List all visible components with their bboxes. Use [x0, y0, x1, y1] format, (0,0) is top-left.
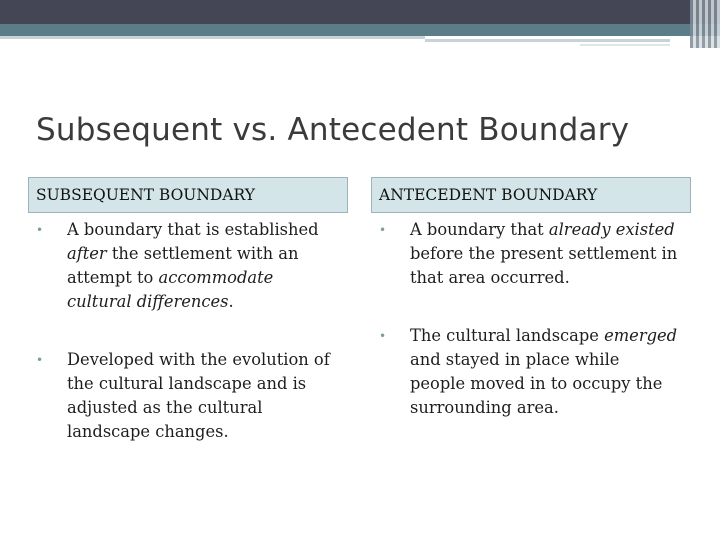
list-item	[379, 218, 679, 290]
text-run: A boundary that is established	[67, 220, 319, 239]
top-bar-slate	[0, 24, 720, 36]
bullet-icon: •	[379, 329, 387, 343]
bullet-icon: •	[379, 223, 387, 237]
top-accent-line	[425, 39, 670, 42]
top-accent-line	[0, 36, 425, 39]
subsequent-column	[36, 218, 336, 444]
text-run: Developed with the evolution of the cultural landscape and is adjusted as the cultural landscape changes.	[67, 350, 330, 441]
text-run: accommodate cultural differences	[67, 268, 274, 311]
list-item	[36, 348, 336, 444]
antecedent-bullet-list	[379, 218, 679, 420]
list-item	[379, 324, 679, 420]
text-run: emerged	[604, 326, 678, 345]
list-item	[36, 218, 336, 314]
antecedent-header: ANTECEDENT BOUNDARY	[371, 177, 691, 213]
text-run: the settlement with an attempt to	[67, 244, 299, 287]
subsequent-header: SUBSEQUENT BOUNDARY	[28, 177, 348, 213]
text-run: already existed	[548, 220, 675, 239]
bullet-icon: •	[36, 353, 44, 367]
antecedent-column	[379, 218, 679, 420]
top-bar-dark	[0, 0, 720, 24]
top-accent-line	[580, 44, 670, 46]
bullet-icon: •	[36, 223, 44, 237]
text-run: The cultural landscape	[410, 326, 605, 345]
text-run: .	[228, 292, 234, 311]
corner-stripes	[690, 0, 720, 48]
text-run: before the present settlement in that area occurred.	[410, 244, 678, 287]
text-run: and stayed in place while people moved in to occupy the surrounding area.	[410, 350, 663, 417]
slide-title: Subsequent vs. Antecedent Boundary	[36, 112, 630, 148]
text-run: A boundary that	[410, 220, 549, 239]
subsequent-bullet-list	[36, 218, 336, 444]
text-run: after	[67, 244, 107, 263]
